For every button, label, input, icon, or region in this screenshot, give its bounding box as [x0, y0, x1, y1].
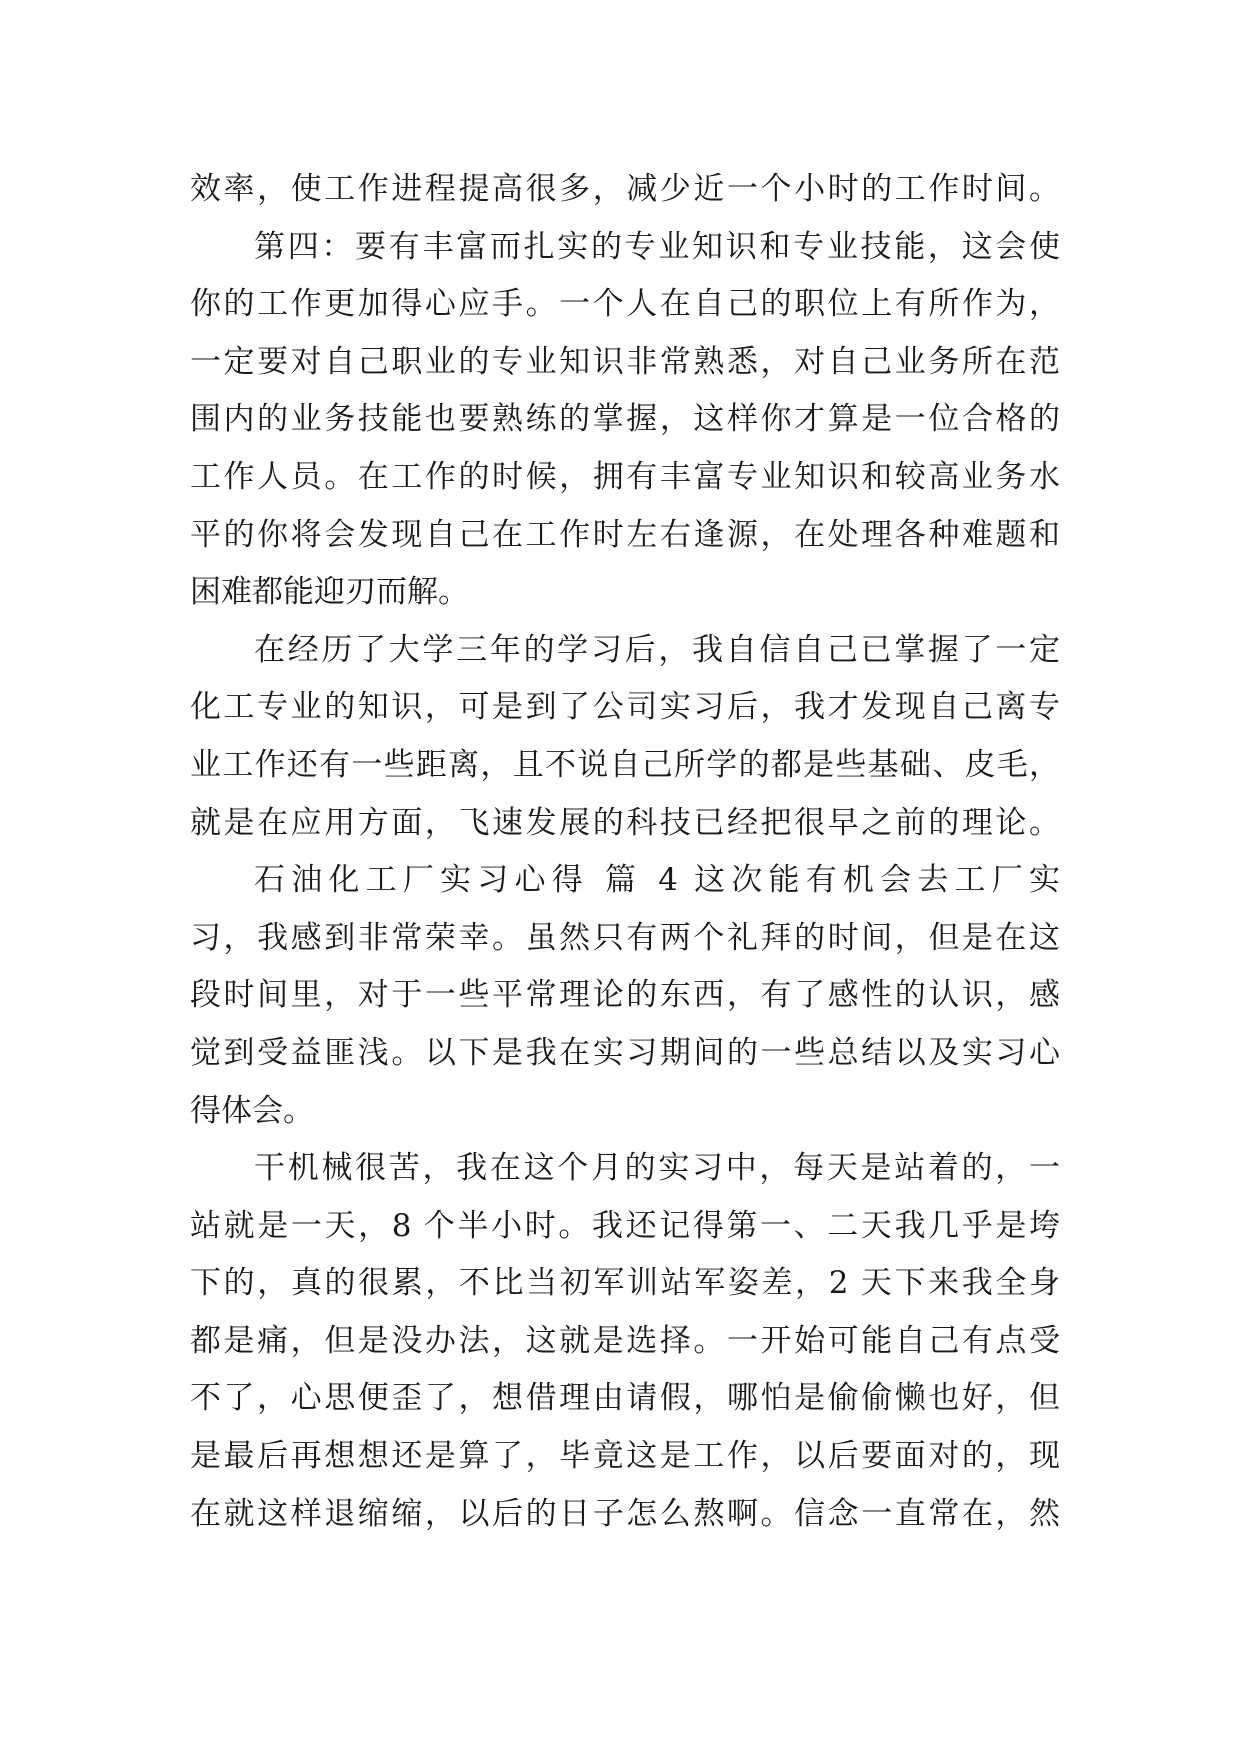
text-line: 效率，使工作进程提高很多，减少近一个小时的工作时间。 — [190, 171, 1060, 207]
text-line: 困难都能迎刃而解。 — [190, 574, 469, 611]
text-line: 习，我感到非常荣幸。虽然只有两个礼拜的时间，但是在这 — [190, 919, 1060, 956]
text-line: 在就这样退缩缩，以后的日子怎么熬啊。信念一直常在，然 — [190, 1495, 1060, 1532]
text-line: 工作人员。在工作的时候，拥有丰富专业知识和较高业务水 — [190, 458, 1060, 495]
text-line: 就是在应用方面，飞速发展的科技已经把很早之前的理论。 — [190, 804, 1060, 841]
text-line: 第四：要有丰富而扎实的专业知识和专业技能，这会使 — [254, 228, 1060, 265]
text-line: 在经历了大学三年的学习后，我自信自己已掌握了一定 — [254, 631, 1060, 668]
document-body — [190, 161, 1060, 1543]
text-line: 站就是一天，8 个半小时。我还记得第一、二天我几乎是垮 — [190, 1207, 1060, 1244]
text-line: 业工作还有一些距离，且不说自己所学的都是些基础、皮毛， — [190, 746, 1060, 783]
text-line: 不了，心思便歪了，想借理由请假，哪怕是偷偷懒也好，但 — [190, 1380, 1060, 1417]
text-line: 你的工作更加得心应手。一个人在自己的职位上有所作为， — [190, 286, 1060, 323]
text-line: 化工专业的知识，可是到了公司实习后，我才发现自己离专 — [190, 689, 1060, 726]
text-line: 段时间里，对于一些平常理论的东西，有了感性的认识，感 — [190, 977, 1060, 1014]
text-line: 平的你将会发现自己在工作时左右逢源，在处理各种难题和 — [190, 516, 1060, 553]
text-line: 围内的业务技能也要熟练的掌握，这样你才算是一位合格的 — [190, 401, 1060, 438]
text-line: 觉到受益匪浅。以下是我在实习期间的一些总结以及实习心 — [190, 1034, 1060, 1071]
text-line: 是最后再想想还是算了，毕竟这是工作，以后要面对的，现 — [190, 1438, 1060, 1475]
text-line: 石油化工厂实习心得 篇 4 这次能有机会去工厂实 — [254, 862, 1060, 899]
text-line: 干机械很苦，我在这个月的实习中，每天是站着的，一 — [254, 1150, 1060, 1187]
text-line: 一定要对自己职业的专业知识非常熟悉，对自己业务所在范 — [190, 343, 1060, 380]
text-line: 都是痛，但是没办法，这就是选择。一开始可能自己有点受 — [190, 1322, 1060, 1359]
text-line: 得体会。 — [190, 1092, 314, 1129]
text-line: 下的，真的很累，不比当初军训站军姿差，2 天下来我全身 — [190, 1265, 1060, 1302]
